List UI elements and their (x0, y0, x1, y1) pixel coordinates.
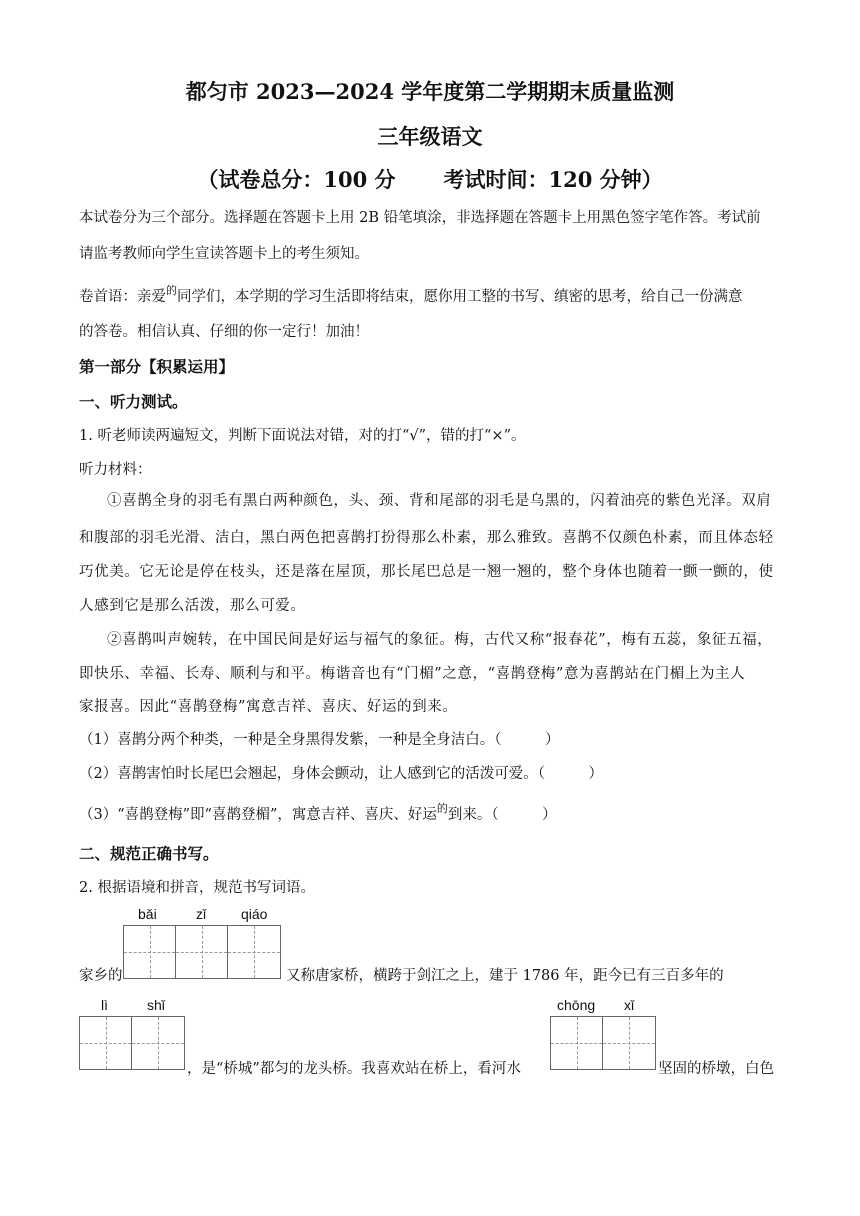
writing-cell[interactable] (80, 1017, 132, 1069)
section1-heading: 一、听力测试。 (79, 392, 188, 411)
writing-cell[interactable] (603, 1017, 655, 1069)
writing-grid-lishi[interactable] (79, 1016, 185, 1070)
pinyin-label: xǐ (624, 997, 635, 1013)
section2-heading: 二、规范正确书写。 (79, 844, 219, 863)
statement-2: （2）喜鹊害怕时长尾巴会翘起，身体会颤动，让人感到它的活泼可爱。（ ） (79, 766, 603, 782)
q1-instruction: 1. 听老师读两遍短文，判断下面说法对错，对的打“√”，错的打“×”。 (79, 428, 526, 444)
passage-line: ②喜鹊叫声婉转，在中国民间是好运与福气的象征。梅，古代又称“报春花”，梅有五蕊，象征五福， (107, 632, 773, 648)
writing-cell[interactable] (124, 926, 176, 978)
passage-line: ①喜鹊全身的羽毛有黑白两种颜色，头、颈、背和尾部的羽毛是乌黑的，闪着油亮的紫色光泽。双肩 (107, 493, 772, 509)
passage-line: 和腹部的羽毛光滑、洁白，黑白两色把喜鹊打扮得那么朴素，那么雅致。喜鹊不仅颜色朴素，而且体态轻 (79, 530, 774, 546)
greeting-text-a: 卷首语：亲爱 (79, 289, 166, 305)
pinyin-label: qiáo (241, 906, 268, 922)
passage-line: 家报喜。因此“喜鹊登梅”寓意吉祥、喜庆、好运的到来。 (79, 699, 458, 715)
writing-cell[interactable] (176, 926, 228, 978)
statement-1: （1）喜鹊分两个种类，一种是全身黑得发紫，一种是全身洁白。（ ） (79, 732, 560, 748)
blank-line-b-suffix: 坚固的桥墩，白色 (658, 1061, 774, 1077)
pinyin-label: chōng (557, 997, 596, 1013)
pinyin-label: lì (101, 997, 108, 1013)
greeting-sup: 的 (166, 284, 177, 297)
passage-line: 人感到它是那么活泼，那么可爱。 (79, 598, 306, 614)
q2-instruction: 2. 根据语境和拼音，规范书写词语。 (79, 880, 315, 896)
writing-cell[interactable] (551, 1017, 603, 1069)
writing-cell[interactable] (228, 926, 280, 978)
statement-3-text-b: 到来。（ ） (447, 807, 557, 823)
greeting-text-b: 同学们，本学期的学习生活即将结束，愿你用工整的书写、缜密的思考，给自己一份满意 (177, 289, 743, 305)
time-info: 考试时间：120 分钟） (443, 167, 663, 192)
exam-title: 都匀市 2023—2024 学年度第二学期期末质量监测 (185, 79, 675, 104)
intro-line-1: 本试卷分为三个部分。选择题在答题卡上用 2B 铅笔填涂，非选择题在答题卡上用黑色签字笔作答。考试前 (79, 210, 761, 226)
statement-3 (79, 803, 557, 824)
blank-line-a-prefix: 家乡的 (79, 968, 123, 984)
blank-line-a-suffix: 又称唐家桥，横跨于剑江之上，建于 1786 年，距今已有三百多年的 (286, 968, 724, 984)
statement-3-text-a: （3）“喜鹊登梅”即“喜鹊登楣”，寓意吉祥、喜庆、好运 (79, 807, 437, 823)
pinyin-label: bǎi (138, 906, 157, 922)
passage-line: 即快乐、幸福、长寿、顺利与和平。梅谐音也有“门楣”之意，“喜鹊登梅”意为喜鹊站在门楣上为主人 (79, 666, 746, 682)
writing-grid-chongxi[interactable] (550, 1016, 656, 1070)
statement-3-sup: 的 (436, 802, 448, 815)
intro-line-2: 请监考教师向学生宣读答题卡上的考生须知。 (79, 246, 369, 262)
greeting-line-2: 的答卷。相信认真、仔细的你一定行！加油！ (79, 324, 369, 340)
greeting-line-1 (79, 285, 743, 306)
score-info: （试卷总分：100 分 (197, 167, 396, 192)
exam-info (0, 164, 860, 194)
pinyin-label: zǐ (196, 906, 207, 922)
passage-line: 巧优美。它无论是停在枝头，还是落在屋顶，那长尾巴总是一翘一翘的，整个身体也随着一颤一颤的，使 (79, 564, 774, 580)
exam-subtitle: 三年级语文 (377, 124, 483, 149)
writing-grid-baiziqiao[interactable] (123, 925, 281, 979)
blank-line-b-mid: ，是“桥城”都匀的龙头桥。我喜欢站在桥上，看河水 (187, 1061, 521, 1077)
writing-cell[interactable] (132, 1017, 184, 1069)
material-label: 听力材料： (79, 462, 152, 478)
pinyin-label: shǐ (147, 997, 165, 1013)
part1-heading: 第一部分【积累运用】 (79, 357, 235, 376)
